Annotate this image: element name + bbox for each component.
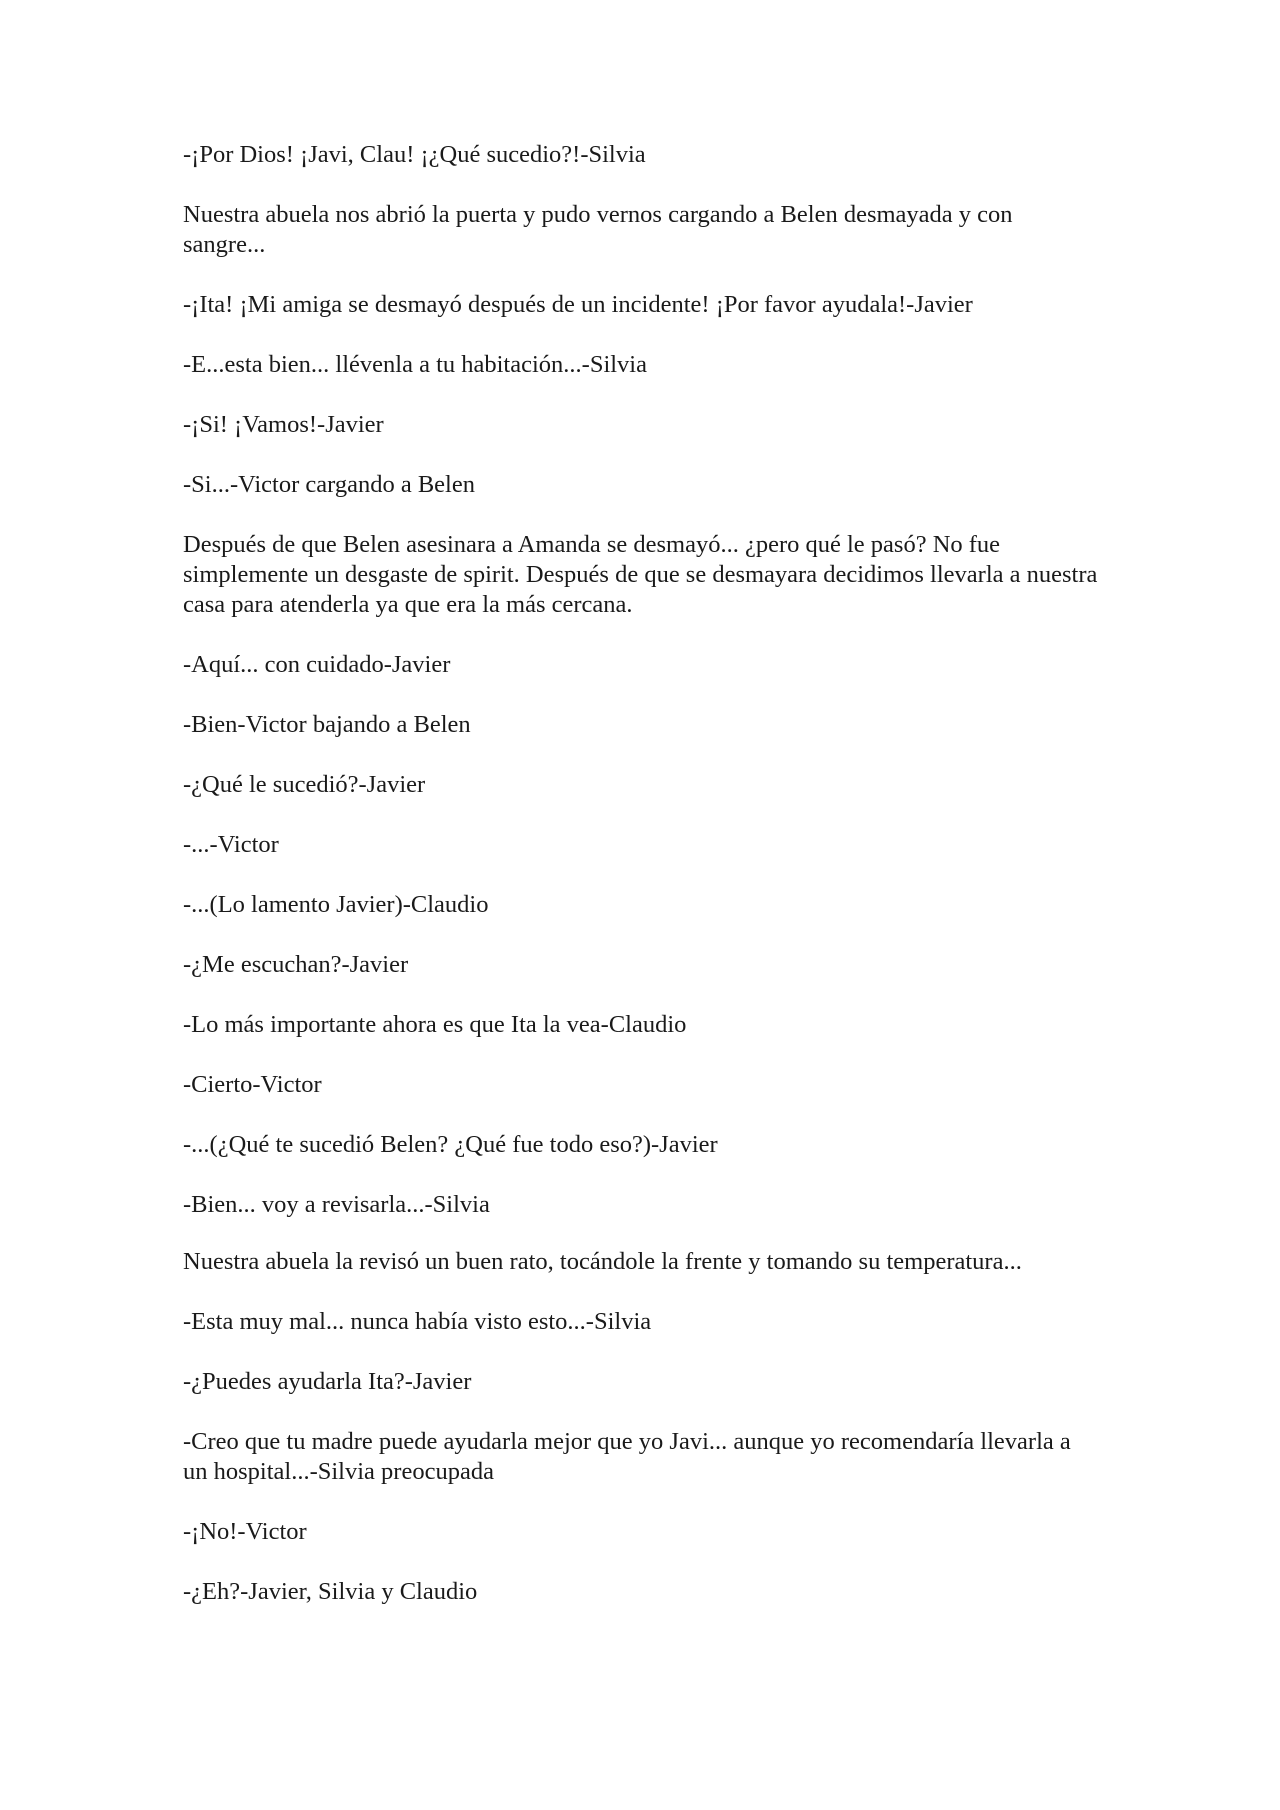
paragraph: -Si...-Victor cargando a Belen xyxy=(183,471,475,498)
paragraph: -Lo más importante ahora es que Ita la vea-Claudio xyxy=(183,1011,687,1038)
paragraph: -Esta muy mal... nunca había visto esto...-Silvia xyxy=(183,1308,652,1335)
paragraph: -¿Puedes ayudarla Ita?-Javier xyxy=(183,1368,472,1395)
paragraph: -¡Si! ¡Vamos!-Javier xyxy=(183,411,384,438)
document-page xyxy=(183,140,1098,1637)
paragraph: Después de que Belen asesinara a Amanda se desmayó... ¿pero qué le pasó? No fue simplemente un desgaste de spirit. Después de que se desmayara decidimos llevarla a nuestra casa para atenderla ya que era la más cercana. xyxy=(183,531,1098,618)
paragraph: -...(Lo lamento Javier)-Claudio xyxy=(183,891,489,918)
paragraph: -¿Me escuchan?-Javier xyxy=(183,951,409,978)
paragraph: -...(¿Qué te sucedió Belen? ¿Qué fue todo eso?)-Javier xyxy=(183,1131,718,1158)
paragraph: -¡No!-Victor xyxy=(183,1518,307,1545)
paragraph: -Bien... voy a revisarla...-Silvia xyxy=(183,1191,490,1218)
paragraph: -...-Victor xyxy=(183,831,279,858)
paragraph: -¿Eh?-Javier, Silvia y Claudio xyxy=(183,1578,478,1605)
paragraph: -¡Ita! ¡Mi amiga se desmayó después de un incidente! ¡Por favor ayudala!-Javier xyxy=(183,291,973,318)
paragraph: -¡Por Dios! ¡Javi, Clau! ¡¿Qué sucedio?!-Silvia xyxy=(183,141,646,168)
paragraph: -¿Qué le sucedió?-Javier xyxy=(183,771,426,798)
paragraph: -Bien-Victor bajando a Belen xyxy=(183,711,471,738)
paragraph: -Aquí... con cuidado-Javier xyxy=(183,651,451,678)
paragraph: Nuestra abuela nos abrió la puerta y pudo vernos cargando a Belen desmayada y con sangre... xyxy=(183,201,1013,258)
paragraph: -Creo que tu madre puede ayudarla mejor que yo Javi... aunque yo recomendaría llevarla a un hospital...-Silvia preocupada xyxy=(183,1428,1071,1485)
paragraph: Nuestra abuela la revisó un buen rato, tocándole la frente y tomando su temperatura... xyxy=(183,1248,1022,1275)
paragraph: -E...esta bien... llévenla a tu habitación...-Silvia xyxy=(183,351,647,378)
paragraph: -Cierto-Victor xyxy=(183,1071,322,1098)
